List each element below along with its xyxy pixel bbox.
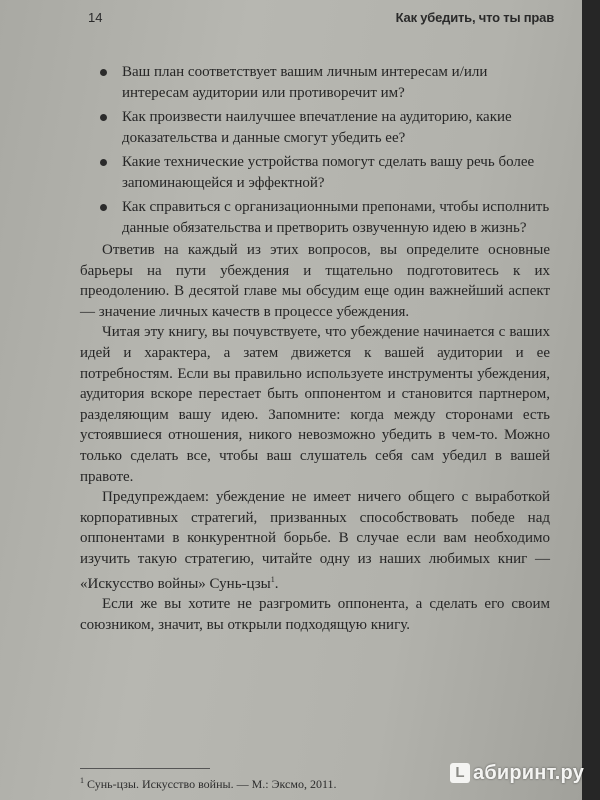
list-item-text: Как произвести наилучшее впечатление на аудиторию, какие доказательства и данные смогут убедить ее? [122, 109, 512, 146]
bullet-dot-icon [100, 114, 107, 121]
list-item-text: Ваш план соответствует вашим личным интересам и/или интересам аудитории или противоречит им? [122, 64, 488, 101]
paragraph: Ответив на каждый из этих вопросов, вы определите основные барьеры на пути убеждения и тщательно подготовитесь к их преодолению. В десятой главе мы обсудим еще один важнейший аспект — значение личных качеств в процессе убеждения. [80, 242, 550, 320]
bullet-dot-icon [100, 159, 107, 166]
page-number: 14 [88, 10, 103, 25]
bullet-dot-icon [100, 69, 107, 76]
footnote [80, 776, 440, 792]
list-item-text: Как справиться с организационными препонами, чтобы исполнить данные обязательства и претворить озвученную идею в жизнь? [122, 199, 550, 236]
paragraph-text: Предупреждаем: убеждение не имеет ничего общего с выработкой корпоративных стратегий, призванных способствовать победе над оппонентами в конкурентной борьбе. В случае если вам необходимо изучить такую стратегию, читайте одну из наших любимых книг — «Искусство войны» Сунь-цзы [80, 489, 550, 592]
footnote-text: Сунь-цзы. Искусство войны. — М.: Эксмо, 2011. [87, 777, 337, 791]
list-item [98, 107, 550, 149]
running-head [88, 10, 554, 30]
list-item-text: Какие технические устройства помогут сделать вашу речь более запоминающейся и эффектной? [122, 154, 535, 191]
list-item [98, 62, 550, 104]
list-item [98, 197, 550, 239]
paragraph: Если же вы хотите не разгромить оппонента, а сделать его своим союзником, значит, вы открыли подходящую книгу. [80, 596, 550, 633]
footnote-reference: 1 [270, 574, 275, 584]
list-item [98, 152, 550, 194]
footnote-divider [80, 768, 210, 769]
bullet-dot-icon [100, 204, 107, 211]
chapter-title: Как убедить, что ты прав [395, 10, 554, 25]
paragraph: Читая эту книгу, вы почувствуете, что убеждение начинается с ваших идей и характера, а затем движется к вашей аудитории и ее потребностям. Если вы правильно используете инструменты убеждения, аудитория вскоре перестает быть оппонентом и становится партнером, разделяющим вашу идею. Запомните: когда между сторонами есть устоявшиеся отношения, никого невозможно убедить в чем-то. Можно только сделать все, чтобы ваш слушатель себя сам убедил в вашей правоте. [80, 324, 550, 485]
paragraph-with-footnote: Предупреждаем: убеждение не имеет ничего общего с выработкой корпоративных стратегий, призванных способствовать победе над оппонентами в конкурентной борьбе. В случае если вам необходимо изучить такую стратегию, читайте одну из наших любимых книг — «Искусство войны» Сунь-цзы$^1$. [80, 489, 550, 592]
watermark-text: абиринт.ру [473, 761, 585, 784]
watermark [450, 760, 584, 786]
body-text [80, 240, 550, 635]
labirint-logo-icon: L [450, 763, 470, 783]
footnote-marker: 1 [80, 776, 84, 785]
question-list [98, 62, 550, 242]
